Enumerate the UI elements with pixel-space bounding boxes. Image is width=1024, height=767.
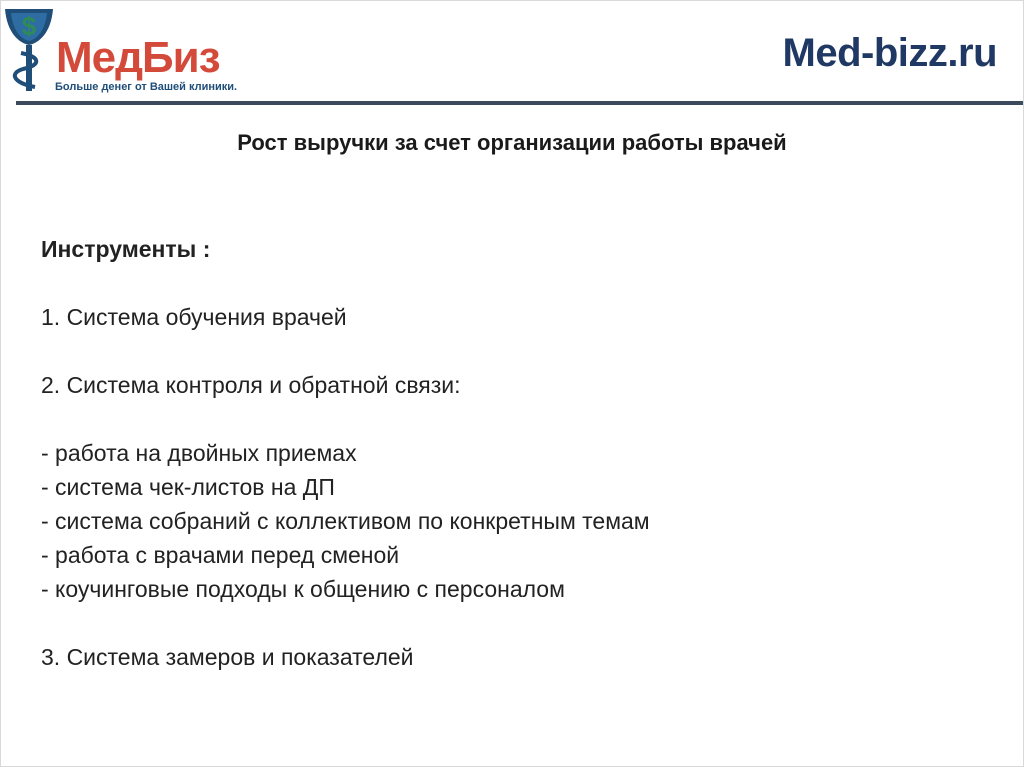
bullet-item: - работа на двойных приемах <box>41 440 357 466</box>
medical-bowl-snake-icon <box>1 1 61 101</box>
header-divider <box>16 101 1023 105</box>
svg-text:$: $ <box>21 11 37 41</box>
bullet-item: - система собраний с коллективом по конкретным темам <box>41 508 650 534</box>
bullet-item: - работа с врачами перед сменой <box>41 542 400 568</box>
logo-tagline: Больше денег от Вашей клиники. <box>55 81 238 93</box>
logo <box>1 1 261 101</box>
logo-name: МедБиз <box>56 33 220 82</box>
list-item-3: 3. Система замеров и показателей <box>41 644 414 670</box>
slide-title: Рост выручки за счет организации работы врачей <box>237 130 787 155</box>
list-item-2: 2. Система контроля и обратной связи: <box>41 372 461 398</box>
site-url: Med-bizz.ru <box>782 31 997 75</box>
tools-heading: Инструменты : <box>41 236 211 262</box>
bullet-item: - коучинговые подходы к общению с персоналом <box>41 576 565 602</box>
slide-content <box>41 232 941 674</box>
bullet-item: - система чек-листов на ДП <box>41 474 335 500</box>
list-item-1: 1. Система обучения врачей <box>41 304 347 330</box>
